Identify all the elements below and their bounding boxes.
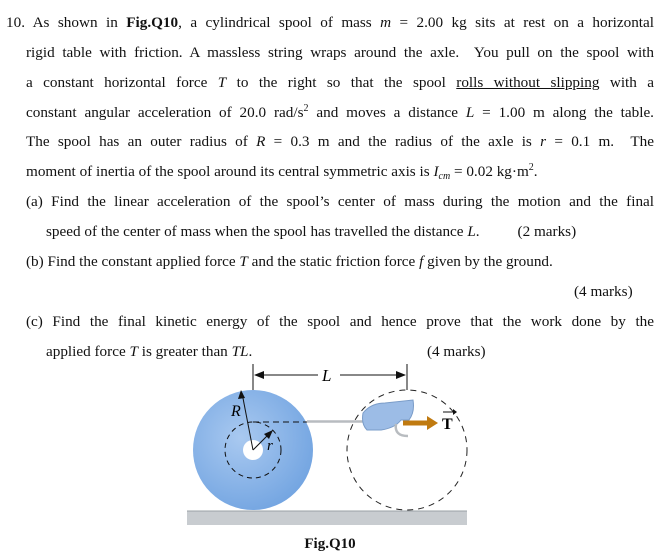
text-segment: given by the ground. — [423, 253, 553, 270]
text-segment: m — [380, 14, 392, 31]
text-segment: . (2 marks) — [475, 223, 577, 240]
text-segment: 2 — [303, 103, 309, 114]
text-segment: rigid table with friction. A massless string wraps around the axle. You pull on the spool with — [26, 44, 654, 61]
text-segment: (b) Find the constant applied force — [26, 253, 240, 270]
text-segment: , a cylindrical spool of mass — [178, 14, 381, 31]
text-segment: = 0.3 m and the radius of the axle is — [265, 133, 541, 150]
text-segment: T — [129, 343, 138, 360]
text-segment: . — [533, 163, 538, 180]
text-segment: . (4 marks) — [248, 343, 486, 360]
text-segment: Fig.Q10 — [126, 14, 179, 31]
ground — [187, 511, 467, 525]
text-segment: I — [433, 163, 439, 180]
text-segment: moment of inertia of the spool around its central symmetric axis is — [26, 163, 434, 180]
text-segment: = 0.1 m. The — [546, 133, 654, 150]
text-segment: is greater than — [137, 343, 232, 360]
hand-icon — [363, 400, 414, 436]
text-segment: speed of the center of mass when the spool has travelled the distance — [46, 223, 468, 240]
text-segment: T — [239, 253, 248, 270]
label-T: T — [442, 416, 453, 433]
text-segment: applied force — [46, 343, 130, 360]
label-L: L — [322, 366, 332, 385]
text-segment: rolls without slipping — [456, 74, 600, 91]
text-segment: = 2.00 kg sits at rest on a horizontal — [391, 14, 654, 31]
figure-caption: Fig.Q10 — [304, 536, 356, 552]
label-R: R — [231, 403, 241, 420]
text-segment: a constant horizontal force — [26, 74, 218, 91]
text-segment: 2 — [528, 162, 534, 173]
text-segment: cm — [438, 171, 451, 182]
text-segment: (a) Find the linear acceleration of the spool’s center of mass during the motion and the final — [26, 193, 654, 210]
text-segment: r — [540, 133, 547, 150]
text-segment: and the static friction force — [247, 253, 420, 270]
text-segment: The spool has an outer radius of — [26, 133, 257, 150]
text-segment: (4 marks) — [574, 283, 633, 300]
text-segment: to the right so that the spool — [226, 74, 457, 91]
text-segment: L — [467, 223, 476, 240]
text-segment: and moves a distance — [308, 104, 466, 121]
text-segment: f — [419, 253, 424, 270]
label-r: r — [267, 438, 273, 454]
text-segment: (c) Find the final kinetic energy of the spool and hence prove that the work done by the — [26, 313, 654, 330]
text-segment: = 1.00 m along the table. — [474, 104, 654, 121]
text-segment: = 0.02 kg·m — [450, 163, 529, 180]
text-segment: T — [217, 74, 227, 91]
text-segment: 10. As shown in — [6, 14, 127, 31]
text-segment: L — [465, 104, 475, 121]
text-segment: with a — [599, 74, 654, 91]
text-segment: R — [256, 133, 266, 150]
text-segment: constant angular acceleration of 20.0 rad/s — [26, 104, 304, 121]
text-segment: TL — [231, 343, 249, 360]
